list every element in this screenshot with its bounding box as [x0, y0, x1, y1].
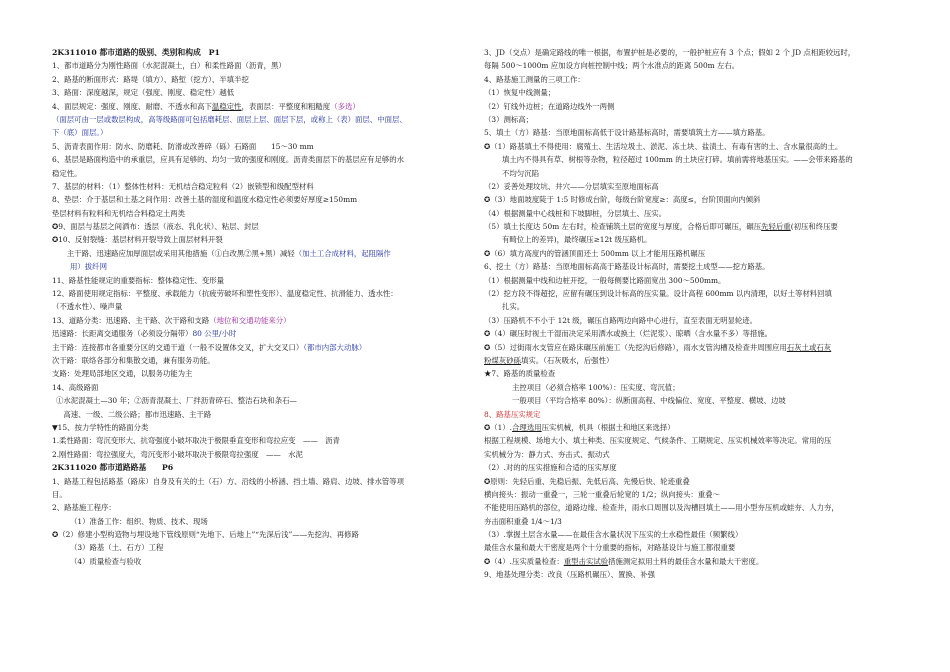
right-line-34: 不能使用压路机的部位，道路边缘、检查井，雨水口周围以及沟槽回填土——用小型夯压机或蛙夯、人力夯， [484, 503, 839, 513]
right-line-33: 横向接头：振动一重叠一，三轮一重叠后轮宽的 1/2；纵向接头：重叠～ [484, 489, 720, 499]
left-line-32: 1、路基工程包括路基（路床）自身及有关的土（石）方、沿线的小桥涵、挡土墙、路肩、边坡、排水管等项 [52, 476, 405, 486]
right-line-30: 实机械分为：静力式、夯击式、振动式 [484, 449, 610, 459]
left-line-31: 2K311020 都市道路路基 P6 [52, 463, 174, 473]
left-line-12: 垫层材料有粒料和无机结合料稳定土两类 [52, 208, 186, 218]
left-line-18: 12、路面使用规定指标：平整度、承载能力（抗疲劳破坏和塑性变形）、温度稳定性、抗滑能力、透水性： [52, 289, 398, 299]
left-line-17: 11、路基性能规定的重要指标：整体稳定性、变形量 [52, 275, 225, 285]
right-line-13: （5）填土长度达 50m 左右时，检查铺筑土层的宽度与厚度，合格后即可碾压，碾压先轻后重(初压和终压要 [484, 222, 838, 232]
left-line-2: 2、路基的断面形式：路堤（填方）、路堑（挖方）、半填半挖 [52, 74, 249, 84]
left-line-30: 2.刚性路面：弯拉强度大，弯沉变形小破坏取决于极限弯拉强度 —— 水泥 [52, 449, 303, 459]
left-line-9: 稳定性。 [52, 168, 82, 178]
right-line-25: 主控项目（必须合格率 100%）：压实度、弯沉值； [512, 382, 680, 392]
left-line-15: 主干路、迅速路应加厚面层或采用其他措施（①白改黑②黑+黑）减轻（加土工合成材料，起阻隔作 [52, 248, 391, 258]
left-line-7: 5、沥青表面作用：防水、防磨耗、防滑或改善碎（砾）石路面 15～30 mm [52, 141, 314, 151]
left-line-0: 2K311010 都市道路的级别、类别和构成 P1 [52, 48, 220, 57]
right-line-35: 夯击面积重叠 1/4～1/3 [484, 516, 562, 526]
right-line-17: （1）根据测量中线和边桩开挖，一般每侧要比路面宽出 300～500mm。 [484, 275, 726, 285]
right-column [484, 46, 914, 582]
left-line-27: 高速、一级、二级公路；都市迅速路、主干路 [56, 409, 212, 419]
left-column [52, 46, 472, 568]
left-line-21: 迅速路：长距离交通服务（必须设分隔带）80 公里/小时 [52, 329, 237, 339]
right-line-39: 9、地基处理分类：改良（压路机碾压）、置换、补强 [484, 570, 655, 580]
right-line-22: ✪（5）过街雨水支管应在路床碾压前施工（先挖沟后修路），雨水支管沟槽及检查井周围应用石灰土或石灰 [484, 342, 832, 352]
left-line-5: （面层可由一层或数层构成，高等级路面可包括磨耗层、面层上层、面层下层，或称上（表）面层、中面层、 [52, 114, 407, 124]
right-line-5: （3）测标高； [484, 114, 534, 124]
left-line-22: 主干路：连接都市各重要分区的交通干道（一般不设置体交叉，扩大交叉口）（都市内部大动脉） [52, 342, 367, 352]
left-line-19: （不透水性）、噪声量 [52, 302, 123, 312]
left-line-13: ✪9、面层与基层之间洒布：透层（液态、乳化状）、粘层、封层 [52, 222, 259, 232]
right-line-18: （2）挖方段不得超挖，应留有碾压到设计标高的压实量。设计高程 600mm 以内清理，以好土等材料回填 [484, 289, 832, 299]
left-line-34: 2、路基施工程序： [52, 503, 116, 513]
left-line-26: ①水泥混凝土—30 年；②沥青混凝土、厂拌沥青碎石、整洁石块和条石— [56, 396, 297, 406]
right-line-32: ✪原则：先轻后重、先稳后振、先低后高、先慢后快、轮迹重叠 [484, 476, 690, 486]
right-line-24: ★7、路基的质量检查 [484, 369, 556, 379]
left-line-35: （1）准备工作：组织、物质、技术、现场 [70, 516, 208, 526]
left-line-16: 用）拔纤网 [70, 262, 107, 272]
left-line-37: （3）路基（土、石方）工程 [70, 543, 164, 553]
right-line-6: 5、填土（方）路基：当原地面标高低于设计路基标高时，需要填筑土方——填方路基。 [484, 128, 770, 138]
left-line-10: 7、基层的材料：（1）整体性材料：无机结合稳定粒料（2）嵌锁型和级配型材料 [52, 181, 314, 191]
left-line-36: ✪（2）修建小型构造物与埋设地下管线原则“先地下、后地上”“先深后浅”——先挖沟、再修路 [52, 530, 359, 540]
left-line-6: 下（底）面层。） [52, 128, 108, 138]
right-line-37: 最佳含水量和最大干密度是两个十分重要的指标，对路基设计与施工都很重要 [484, 543, 736, 553]
right-line-27: 8、路基压实规定 [484, 409, 541, 419]
left-line-28: ▼15、按力学特性的路面分类 [52, 422, 149, 432]
right-line-38: ✪（4）.压实质量检查：重型击实试验措施测定拟用土料的最佳含水量和最大干密度。 [484, 556, 764, 566]
right-line-29: 根据工程规模、场地大小、填土种类、压实度规定、气候条件、工期规定、压实机械效率等决定。常用的压 [484, 436, 832, 446]
right-line-14: 有畸位上的差异)，最终碾压≥12t 级压路机。 [502, 235, 652, 245]
right-line-10: （2）妥善处理坟坑、井穴——分层填实至原地面标高 [484, 181, 659, 191]
left-line-24: 支路：处理局部地区交通，以服务功能为主 [52, 369, 193, 379]
left-line-14: ✪10、反射裂缝：基层材料开裂导致上面层材料开裂 [52, 235, 223, 245]
left-line-11: 8、垫层：介于基层和土基之间作用：改善土基的湿度和温度水稳定性必须要好厚度≥150mm [52, 195, 358, 205]
left-line-20: 13、道路分类：迅速路、主干路、次干路和支路（地位和交通功能来分） [52, 315, 291, 325]
right-line-36: （3）.掌握土层含水量——在最佳含水量状况下压实的土水稳性最佳（频繁线） [484, 530, 743, 540]
right-line-11: ✪（3）地面坡度陡于 1:5 时修成台阶，每级台阶宽度≥：高度≤，台阶顶面向内倾斜 [484, 195, 761, 205]
left-line-1: 1、都市道路分为刚性路面（水泥混凝土，白）和柔性路面（沥青，黑） [52, 61, 286, 71]
right-line-23: 粉煤灰砂砾填实。（石灰吸水，后强性） [484, 355, 614, 365]
right-line-20: （3）压路机不不小于 12t 级，碾压自路两边向路中心进行，直至表面无明显轮迹。 [484, 315, 758, 325]
left-line-33: 目。 [52, 489, 67, 499]
left-line-29: 1.柔性路面：弯沉变形大、抗弯强度小破坏取决于极限垂直变形和弯拉应变 —— 沥青 [52, 436, 340, 446]
right-line-0: 3、JD（交点）是确定路线的唯一根据，布置护桩是必要的，一般护桩应有 3 个点；假如 2 个 JD 点相距较远时， [484, 48, 856, 57]
left-line-3: 3、路面：深度越深，规定（强度、刚度、稳定性）越低 [52, 88, 235, 98]
left-line-25: 14、高级路面 [52, 382, 99, 392]
right-line-9: 不均匀沉陷 [502, 168, 539, 178]
right-line-15: ✪（6）填方高度内的管涵顶面还土 500mm 以上才能用压路机碾压 [484, 248, 706, 258]
right-line-19: 扎实。 [502, 302, 525, 312]
left-line-4: 4、面层规定：强度、刚度、耐磨、不透水和高下温稳定性，表面层：平整度和粗糙度（多选） [52, 101, 360, 111]
right-line-7: ✪（1）路基填土不得使用：腐殖土、生活垃圾土、淤泥、冻土块、盐渍土、有毒有害的土、含水量很高的土。 [484, 141, 843, 151]
left-line-8: 6、基层是路面构造中的承重层，应具有足够的、均匀一致的强度和刚度。沥青类面层下的基层应有足够的水 [52, 155, 405, 165]
right-line-4: （2）钉线外边桩；在道路边线外一两侧 [484, 101, 615, 111]
left-line-23: 次干路：联络各部分和集散交通，兼有服务功能。 [52, 355, 215, 365]
right-line-8: 填土内不得具有草、树根等杂物，粒径超过 100mm 的土块应打碎。填前需将地基压实。——会带来路基的 [502, 155, 853, 165]
right-line-28: ✪（1）.合理选用压实机械，机具（根据土和地区来选择） [484, 422, 675, 432]
right-line-2: 4、路基施工测量的三项工作： [484, 74, 585, 84]
right-line-26: 一般项目（平均合格率 80%）：纵断面高程、中线偏位、宽度、平整度、横坡、边坡 [512, 396, 786, 406]
right-line-12: （4）根据测量中心线桩和下坡脚桩，分层填土、压实。 [484, 208, 667, 218]
right-line-1: 每隔 500～1000m 应加设方向桩控制中线；两个水准点的距离 500m 左右。 [484, 61, 740, 71]
right-line-31: （2）.对的的压实措施和合适的压实厚度 [484, 463, 617, 473]
right-line-3: （1）恢复中线测量； [484, 88, 556, 98]
right-line-16: 6、挖土（方）路基：当原地面标高高于路基设计标高时，需要挖土成型——挖方路基。 [484, 262, 770, 272]
left-line-38: （4）质量检查与验收 [70, 556, 142, 566]
right-line-21: ✪（4）碾压时视土干湿而决定采用洒水或换土（烂泥浆）、晾晒（含水量不多）等措施。 [484, 329, 773, 339]
